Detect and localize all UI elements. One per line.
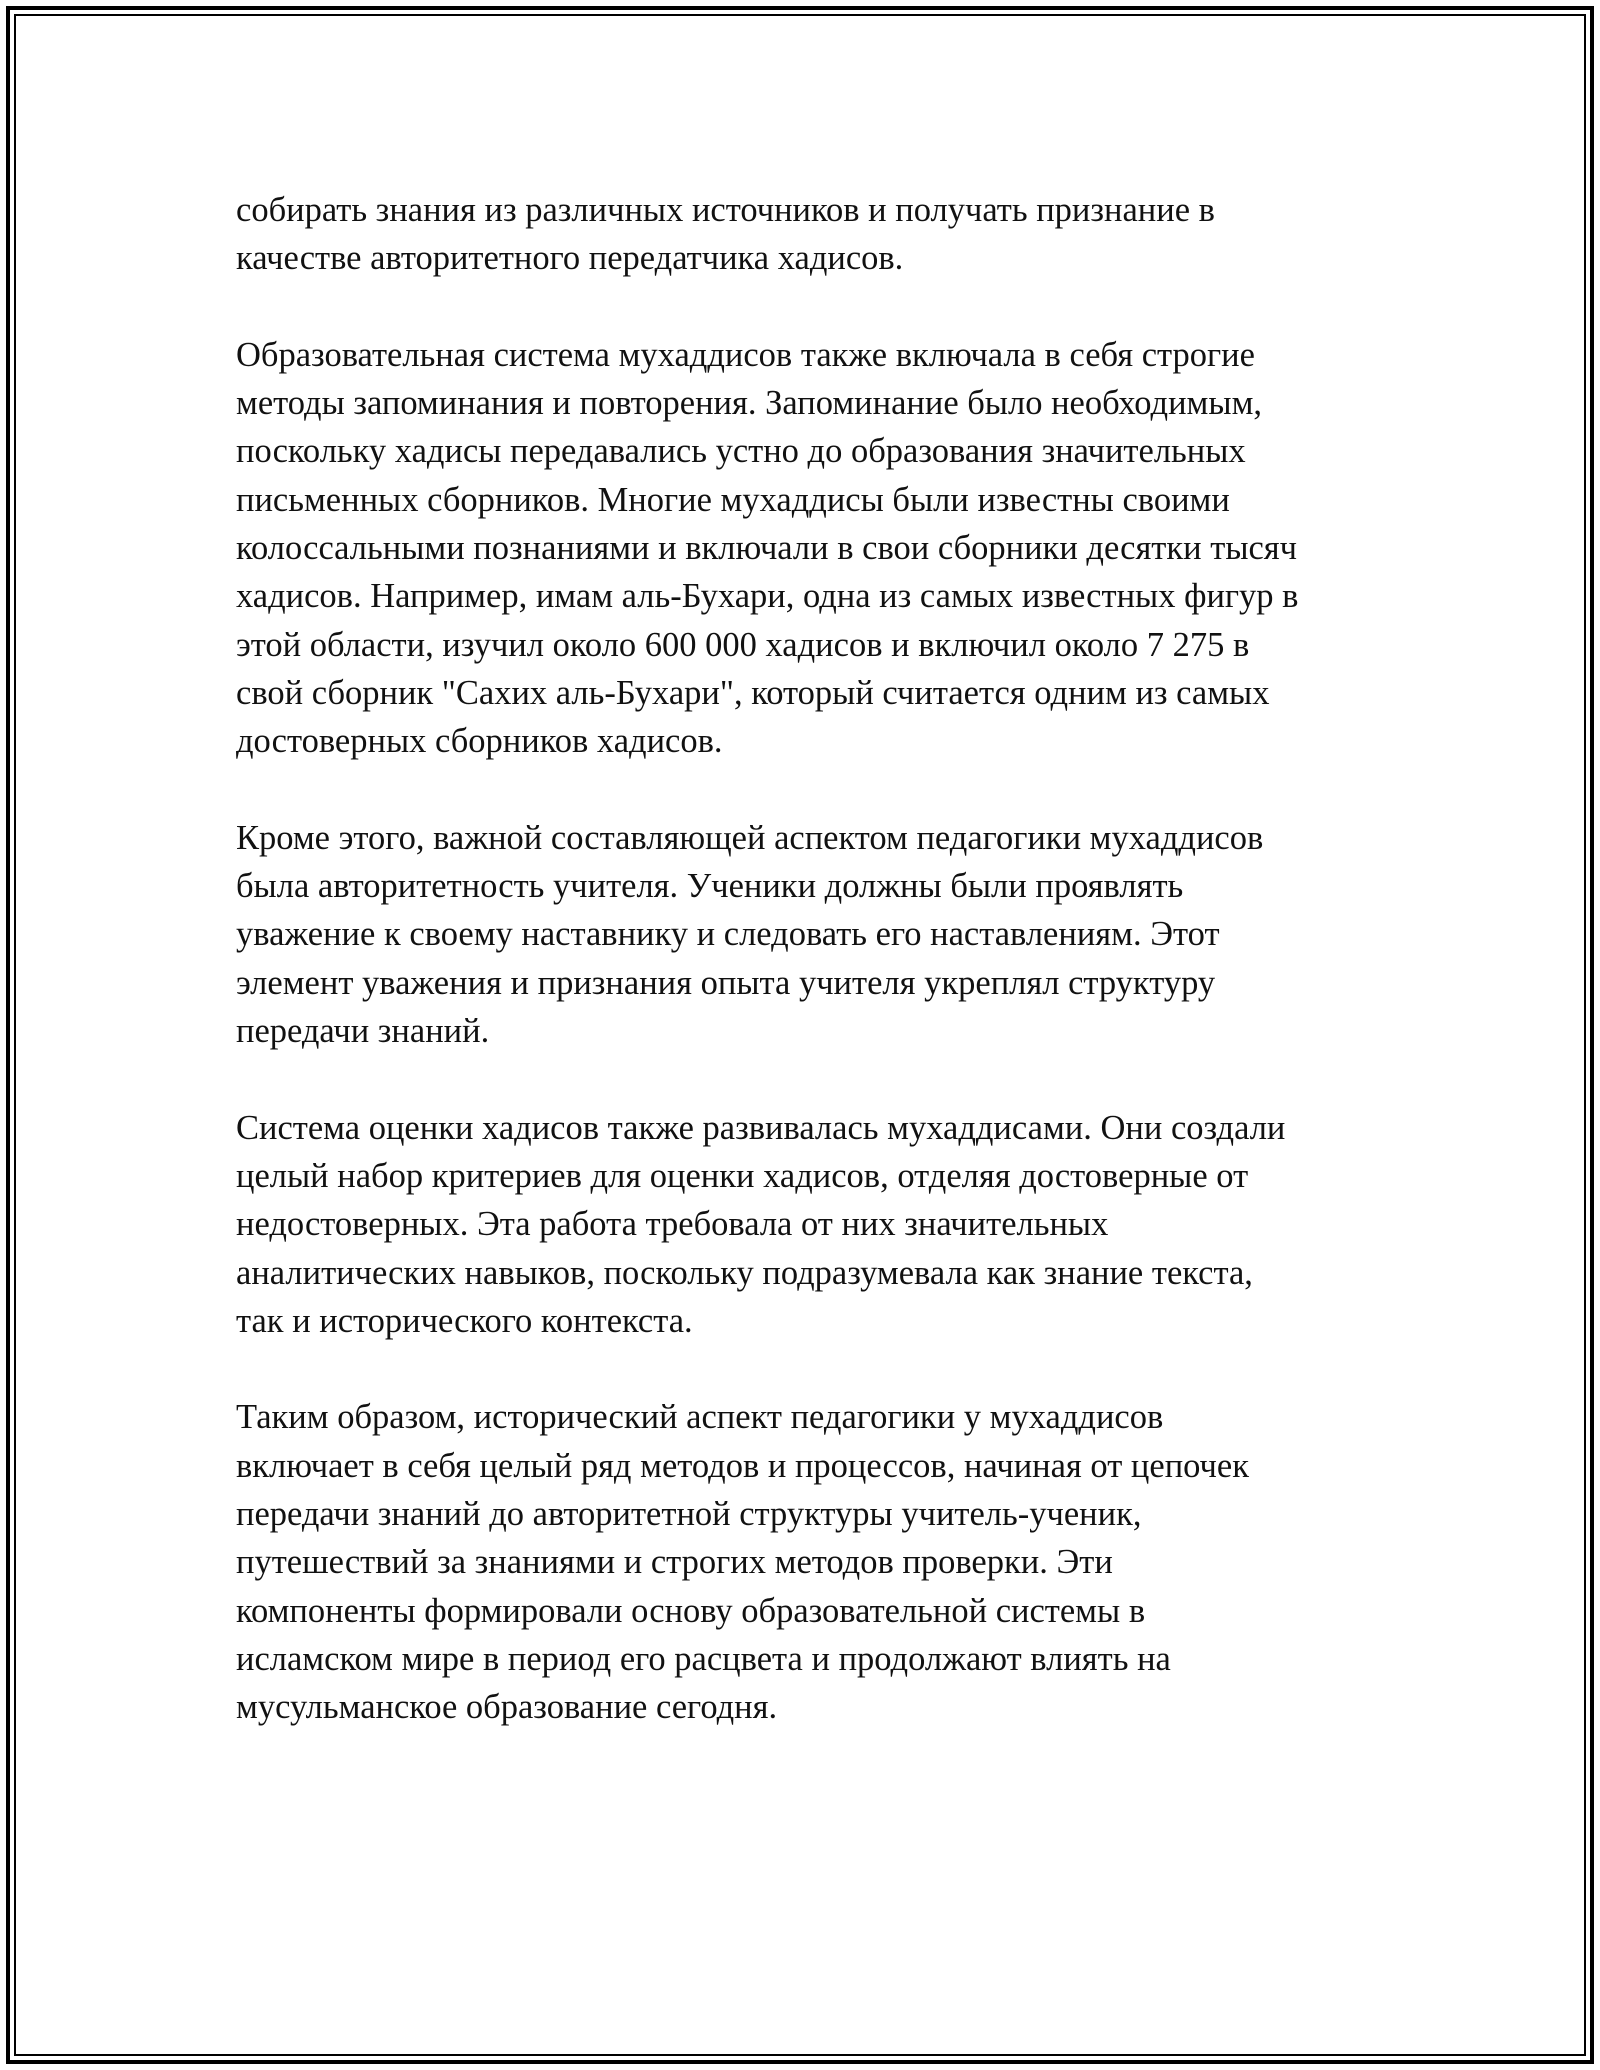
paragraph-line: письменных сборников. Многие мухаддисы были известны своими: [236, 480, 1230, 519]
paragraph-line: Система оценки хадисов также развивалась мухаддисами. Они создали: [236, 1108, 1286, 1147]
paragraph-line: качестве авторитетного передатчика хадисов.: [236, 239, 904, 278]
paragraph-line: методы запоминания и повторения. Запоминание было необходимым,: [236, 384, 1263, 423]
document-body: [236, 186, 1402, 1780]
paragraph-2: [236, 331, 1402, 766]
paragraph-4: [236, 1104, 1402, 1345]
paragraph-line: была авторитетность учителя. Ученики должны были проявлять: [236, 867, 1184, 906]
paragraph-line: достоверных сборников хадисов.: [236, 722, 723, 761]
paragraph-5: [236, 1393, 1402, 1731]
paragraph-line: передачи знаний.: [236, 1012, 490, 1051]
paragraph-line: компоненты формировали основу образовательной системы в: [236, 1591, 1146, 1630]
paragraph-line: колоссальными познаниями и включали в свои сборники десятки тысяч: [236, 529, 1298, 568]
paragraph-line: собирать знания из различных источников и получать признание в: [236, 191, 1215, 229]
paragraph-line: исламском мире в период его расцвета и продолжают влиять на: [236, 1639, 1171, 1678]
paragraph-line: так и исторического контекста.: [236, 1301, 693, 1340]
paragraph-line: Таким образом, исторический аспект педагогики у мухаддисов: [236, 1398, 1164, 1437]
paragraph-line: включает в себя целый ряд методов и процессов, начиная от цепочек: [236, 1446, 1249, 1485]
paragraph-line: путешествий за знаниями и строгих методов проверки. Эти: [236, 1543, 1113, 1582]
paragraph-line: этой области, изучил около 600 000 хадисов и включил около 7 275 в: [236, 625, 1250, 664]
paragraph-line: аналитических навыков, поскольку подразумевала как знание текста,: [236, 1253, 1253, 1292]
paragraph-line: недостоверных. Эта работа требовала от них значительных: [236, 1205, 1109, 1244]
paragraph-line: свой сборник "Сахих аль-Бухари", который считается одним из самых: [236, 673, 1270, 712]
paragraph-line: Образовательная система мухаддисов также включала в себя строгие: [236, 335, 1255, 374]
paragraph-line: поскольку хадисы передавались устно до образования значительных: [236, 432, 1246, 471]
paragraph-line: передачи знаний до авторитетной структуры учитель-ученик,: [236, 1495, 1142, 1534]
paragraph-line: элемент уважения и признания опыта учителя укреплял структуру: [236, 963, 1216, 1002]
paragraph-line: уважение к своему наставнику и следовать его наставлениям. Этот: [236, 915, 1220, 954]
paragraph-line: хадисов. Например, имам аль-Бухари, одна из самых известных фигур в: [236, 577, 1299, 616]
paragraph-1: [236, 186, 1402, 283]
paragraph-line: мусульманское образование сегодня.: [236, 1688, 778, 1727]
paragraph-line: Кроме этого, важной составляющей аспектом педагогики мухаддисов: [236, 818, 1264, 857]
paragraph-3: [236, 814, 1402, 1055]
paragraph-line: целый набор критериев для оценки хадисов, отделяя достоверные от: [236, 1156, 1249, 1195]
